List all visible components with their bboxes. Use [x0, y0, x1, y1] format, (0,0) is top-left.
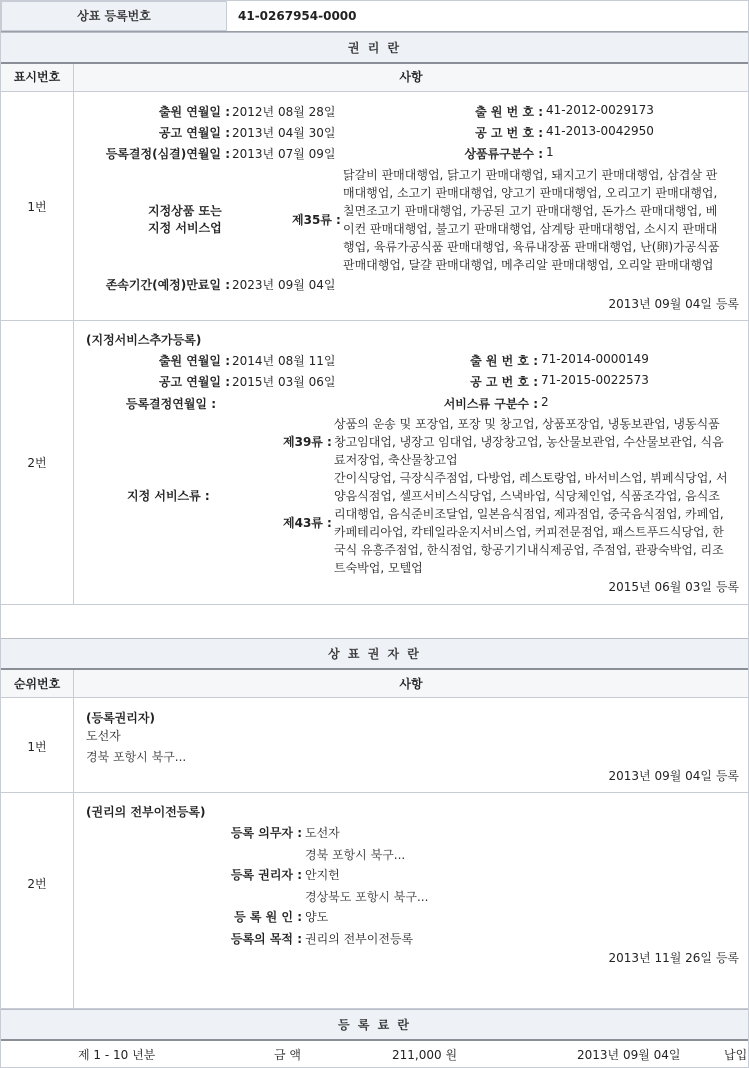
fees-section-title: 등 록 료 란 — [1, 1009, 748, 1041]
rights-row1-num: 1번 — [27, 200, 47, 214]
svc-count-label: 서비스류 구분수 : — [443, 397, 538, 411]
rights-row2-reg-note: 2015년 06월 03일 등록 — [608, 580, 739, 594]
reg-decision-label: 등록결정(심결)연월일 : — [105, 147, 230, 161]
pub-no-label: 공 고 번 호 : — [475, 126, 543, 140]
pub-no-value: 41-2013-0042950 — [546, 124, 654, 138]
owners-row-divider — [1, 792, 748, 793]
add-app-no-value: 71-2014-0000149 — [541, 352, 649, 366]
goods-line: 판매대행업, 달걀 판매대행업, 메추리알 판매대행업, 오리알 판매대행업 — [343, 258, 714, 272]
add-pub-date-value: 2015년 03월 06일 — [232, 375, 336, 389]
app-date-value: 2012년 08월 28일 — [232, 105, 336, 119]
service-line: 양음식점업, 셀프서비스식당업, 스낵바업, 식당체인업, 식품조각업, 음식조 — [334, 489, 720, 503]
owners-row1-reg-note: 2013년 09월 04일 등록 — [608, 769, 739, 783]
reg-decision-value: 2013년 07월 09일 — [232, 147, 336, 161]
rights-row2-heading: (지정서비스추가등록) — [86, 333, 202, 347]
service-line: 간이식당업, 극장식주점업, 다방업, 레스토랑업, 바서비스업, 뷔페식당업, 서 — [334, 471, 728, 485]
app-no-label: 출 원 번 호 : — [475, 105, 543, 119]
add-pub-date-label: 공고 연월일 : — [158, 375, 230, 389]
obligor-address: 경북 포항시 북구... — [305, 848, 406, 862]
class43-label: 제43류 : — [283, 516, 332, 530]
expiry-label: 존속기간(예정)만료일 : — [105, 278, 230, 292]
owners-row1-name: 도선자 — [86, 729, 121, 743]
svc-count-value: 2 — [541, 395, 549, 409]
svc-label: 지정 서비스류 : — [127, 489, 210, 503]
fee-period: 제 1 - 10 년분 — [78, 1048, 156, 1062]
owners-row1-address: 경북 포항시 북구... — [86, 750, 187, 764]
cause-value: 양도 — [305, 910, 329, 924]
cause-label: 등 록 원 인 : — [234, 910, 302, 924]
expiry-value: 2023년 09월 04일 — [232, 278, 336, 292]
holder-value: 안지헌 — [305, 868, 340, 882]
owners-row1-num: 1번 — [27, 740, 47, 754]
goods-line: 칠면조고기 판매대행업, 가공된 고기 판매대행업, 돈가스 판매대행업, 베 — [343, 204, 718, 218]
rights-row2-num: 2번 — [27, 456, 47, 470]
service-line: 상품의 운송 및 포장업, 포장 및 창고업, 상품포장업, 냉동보관업, 냉동식품 — [334, 417, 720, 431]
fee-date: 2013년 09월 04일 — [577, 1048, 681, 1062]
pub-date-value: 2013년 04월 30일 — [232, 126, 336, 140]
goods-line: 닭갈비 판매대행업, 닭고기 판매대행업, 돼지고기 판매대행업, 삼겹살 판 — [343, 168, 718, 182]
class-count-label: 상품류구분수 : — [464, 147, 543, 161]
goods-line: 행업, 육류가공식품 판매대행업, 육류내장품 판매대행업, 난(卵)가공식품 — [343, 240, 720, 254]
rights-section-bottom — [1, 604, 748, 605]
owners-row2-reg-note: 2013년 11월 26일 등록 — [608, 951, 739, 965]
rights-row-divider — [1, 320, 748, 321]
app-no-value: 41-2012-0029173 — [546, 103, 654, 117]
class35-label: 제35류 : — [292, 213, 341, 227]
add-reg-decision-label: 등록결정연월일 : — [125, 397, 216, 411]
fee-amount-label: 금 액 — [274, 1048, 301, 1062]
add-pub-no-value: 71-2015-0022573 — [541, 373, 649, 387]
owners-section-title: 상 표 권 자 란 — [1, 638, 748, 670]
reg-number-label: 상표 등록번호 — [77, 9, 151, 23]
service-line: 국식 유흥주점업, 한식점업, 항공기기내식제공업, 주점업, 관광숙박업, 리조 — [334, 543, 724, 557]
add-app-date-value: 2014년 08월 11일 — [232, 354, 336, 368]
holder-address: 경상북도 포항시 북구... — [305, 890, 429, 904]
obligor-label: 등록 의무자 : — [230, 826, 302, 840]
owners-col-divider — [73, 670, 74, 1008]
rights-row1-reg-note: 2013년 09월 04일 등록 — [608, 297, 739, 311]
owners-col-header-matter: 사항 — [399, 677, 423, 691]
rights-col-header-matter: 사항 — [399, 70, 423, 84]
goods-label-line2: 지정 서비스업 — [148, 221, 222, 235]
purpose-value: 권리의 전부이전등록 — [305, 932, 414, 946]
service-line: 창고임대업, 냉장고 임대업, 냉장창고업, 농산물보관업, 수산물보관업, 식음 — [334, 435, 724, 449]
service-line: 료저장업, 축산물창고업 — [334, 453, 458, 467]
class-count-value: 1 — [546, 145, 554, 159]
app-date-label: 출원 연월일 : — [158, 105, 230, 119]
owners-col-header-num: 순위번호 — [13, 677, 61, 691]
goods-line: 이컨 판매대행업, 불고기 판매대행업, 삼계탕 판매대행업, 소시지 판매대 — [343, 222, 718, 236]
owners-row1-heading: (등록권리자) — [86, 711, 155, 725]
owners-row2-heading: (권리의 전부이전등록) — [86, 805, 206, 819]
obligor-value: 도선자 — [305, 826, 340, 840]
goods-label-line1: 지정상품 또는 — [148, 204, 222, 218]
fee-amount: 211,000 원 — [392, 1048, 458, 1062]
service-line: 리대행업, 음식준비조달업, 일본음식점업, 제과점업, 중국음식점업, 카페업, — [334, 507, 724, 521]
add-app-date-label: 출원 연월일 : — [158, 354, 230, 368]
pub-date-label: 공고 연월일 : — [158, 126, 230, 140]
class39-label: 제39류 : — [283, 435, 332, 449]
add-app-no-label: 출 원 번 호 : — [470, 354, 538, 368]
class43-services — [334, 469, 744, 577]
class35-goods — [343, 166, 743, 274]
class39-services — [334, 415, 744, 469]
reg-number-value: 41-0267954-0000 — [238, 9, 357, 23]
goods-line: 매대행업, 소고기 판매대행업, 양고기 판매대행업, 오리고기 판매대행업, — [343, 186, 718, 200]
holder-label: 등록 권리자 : — [230, 868, 302, 882]
purpose-label: 등록의 목적 : — [230, 932, 302, 946]
fee-status: 납입 — [724, 1048, 748, 1062]
rights-col-header-num: 표시번호 — [13, 70, 61, 84]
service-line: 카페테리아업, 칵테일라운지서비스업, 커피전문점업, 패스트푸드식당업, 한 — [334, 525, 724, 539]
rights-section-title: 권 리 란 — [1, 32, 748, 64]
owners-row2-num: 2번 — [27, 877, 47, 891]
add-pub-no-label: 공 고 번 호 : — [470, 375, 538, 389]
service-line: 트숙박업, 모텔업 — [334, 561, 423, 575]
